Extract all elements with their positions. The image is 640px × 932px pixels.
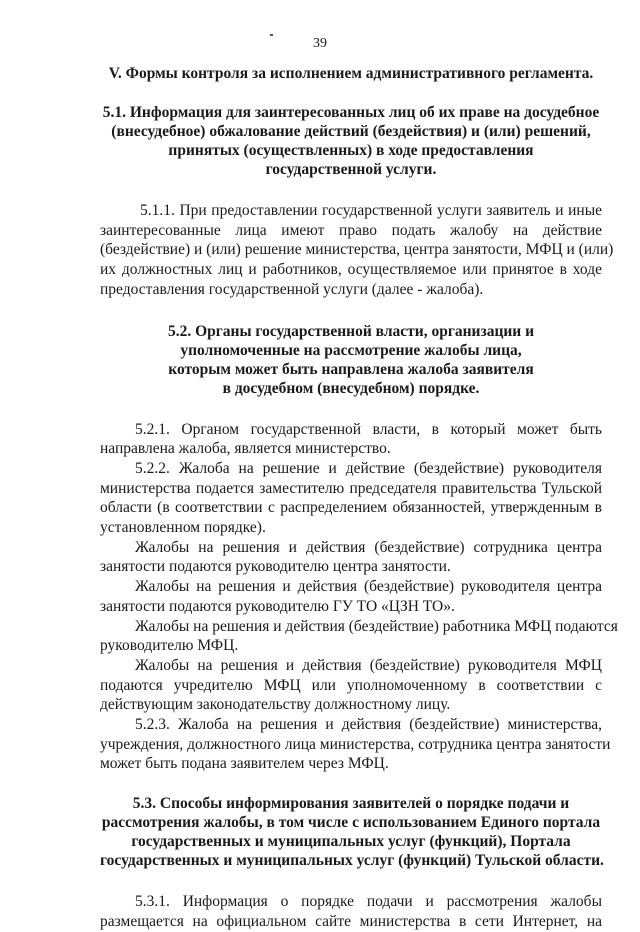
heading-line: государственных и муниципальных услуг (функций) Тульской области. xyxy=(100,852,604,870)
text-line: размещается на официальном сайте министерства в сети Интернет, на xyxy=(100,912,602,930)
text-line: 5.2.3. Жалоба на решения и действия (бездействие) министерства, xyxy=(135,716,602,734)
paragraph-5-2-1 xyxy=(100,420,602,459)
paragraph-5-2-3 xyxy=(100,715,611,774)
text-line: Жалобы на решения и действия (бездействие) сотрудника центра xyxy=(135,538,602,556)
section-v-title xyxy=(100,64,602,83)
text-line: предоставления государственной услуги (далее - жалоба). xyxy=(100,280,484,298)
section-5-2-heading xyxy=(100,322,602,398)
text-line: Жалобы на решения и действия (бездействие) руководителя центра xyxy=(135,578,602,596)
paragraph-mfc-head xyxy=(100,656,602,715)
text-line: их должностных лиц и работников, осуществляемое или принятое в ходе xyxy=(100,261,602,279)
heading-line: государственной услуги. xyxy=(265,161,437,178)
text-line: заинтересованные лица имеют право подать жалобу на действие xyxy=(100,221,602,239)
text-line: области (в соответствии с распределением обязанностей, утвержденным в xyxy=(100,499,602,517)
paragraph-center-head xyxy=(100,577,602,616)
text-line: действующим законодательству должностному лицу. xyxy=(100,696,451,714)
paragraph-5-3-1 xyxy=(100,892,602,931)
heading-line: государственных и муниципальных услуг (функций), Портала xyxy=(131,833,571,851)
heading-line: принятых (осуществленных) в ходе предоставления xyxy=(168,142,534,159)
heading-line: 5.3. Способы информирования заявителей о порядке подачи и xyxy=(132,795,570,813)
text-line: направлена жалоба, является министерство. xyxy=(100,440,391,458)
section-5-1-heading xyxy=(100,103,602,179)
paragraph-5-1-1 xyxy=(100,201,614,300)
heading-line: рассмотрения жалобы, в том числе с использованием Единого портала xyxy=(101,814,601,832)
text-line: Жалобы на решения и действия (бездействие) руководителя МФЦ xyxy=(135,656,602,674)
text-line: (бездействие) и (или) решение министерства, центра занятости, МФЦ и (или) xyxy=(100,241,614,259)
text-line: учреждения, должностного лица министерства, сотрудника центра занятости xyxy=(100,735,611,753)
text-line: 5.2.2. Жалоба на решение и действие (бездействие) руководителя xyxy=(135,459,602,477)
text-line: руководителю МФЦ. xyxy=(100,637,239,655)
heading-line: уполномоченные на рассмотрение жалобы лица, xyxy=(180,341,522,359)
text-line: министерства подается заместителю председателя правительства Тульской xyxy=(100,479,602,497)
paragraph-mfc-worker xyxy=(100,617,618,656)
text-line: установленном порядке). xyxy=(100,519,266,537)
text-line: Жалобы на решения и действия (бездействие) работника МФЦ подаются xyxy=(135,617,618,635)
text-line: подаются учредителю МФЦ или уполномоченному в соответствии с xyxy=(100,676,602,694)
heading-line: в досудебном (внесудебном) порядке. xyxy=(222,379,480,397)
page-number: 39 xyxy=(313,36,327,51)
text-line: занятости подаются руководителю ГУ ТО «ЦЗН ТО». xyxy=(100,597,455,615)
heading-line: V. Формы контроля за исполнением административного регламента. xyxy=(108,65,594,82)
paragraph-center-staff xyxy=(100,538,602,577)
text-line: занятости подаются руководителю центра занятости. xyxy=(100,558,451,576)
paragraph-5-2-2 xyxy=(100,459,602,538)
text-line: может быть подана заявителем через МФЦ. xyxy=(100,755,389,773)
heading-line: которым может быть направлена жалоба заявителя xyxy=(168,360,534,378)
heading-line: 5.1. Информация для заинтересованных лиц об их праве на досудебное xyxy=(102,104,600,121)
heading-line: (внесудебное) обжалование действий (бездействия) и (или) решений, xyxy=(111,123,591,140)
section-5-3-heading xyxy=(100,794,602,870)
text-line: 5.1.1. При предоставлении государственной услуги заявитель и иные xyxy=(140,202,602,219)
text-line: 5.2.1. Органом государственной власти, в который может быть xyxy=(135,420,602,438)
heading-line: 5.2. Органы государственной власти, организации и xyxy=(167,322,535,340)
text-line: 5.3.1. Информация о порядке подачи и рассмотрения жалобы xyxy=(135,893,602,911)
document-body xyxy=(100,64,618,932)
